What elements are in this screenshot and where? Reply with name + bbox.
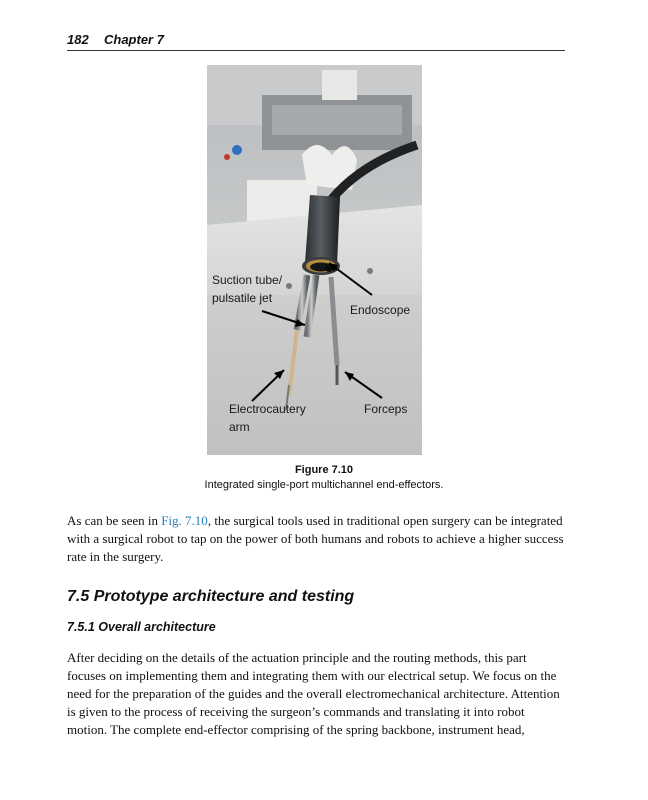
figure-caption-number: Figure 7.10 [294, 464, 354, 476]
paragraph-intro [67, 512, 565, 566]
para1-text-before: As can be seen in [67, 513, 162, 528]
running-head [67, 31, 565, 51]
chapter-label: Chapter 7 [104, 32, 164, 47]
end-effector-photo [207, 65, 422, 455]
label-forceps: Forceps [364, 402, 408, 416]
subsection-heading: 7.5.1 Overall architecture [67, 620, 216, 634]
page-number: 182 [67, 32, 89, 47]
figure-reference-link[interactable]: Fig. 7.10 [161, 513, 208, 528]
label-suction-line2: pulsatile jet [212, 291, 273, 305]
section-heading: 7.5 Prototype architecture and testing [67, 588, 355, 605]
paragraph-architecture: After deciding on the details of the actuation principle and the routing methods, this part focuses on implementing them and integrating them with our electrical setup. We focus on the need for the preparation of the guides and the overall electromechanical architecture. Attention is given to the process of receiving the surgeon’s commands and translating it into robot motion. The complete end-effector comprising of the spring backbone, instrument head, [67, 650, 560, 737]
para1-text-after: , the surgical tools used in traditional open surgery can be integrated with a surgical robot to tap on the power of both humans and robots to achieve a higher success rate in the surgery. [67, 513, 564, 564]
label-electrocautery-line2: arm [229, 420, 250, 434]
figure-photo [207, 65, 422, 455]
label-electrocautery-line1: Electrocautery [229, 402, 306, 416]
label-endoscope: Endoscope [350, 303, 411, 317]
label-suction-line1: Suction tube/ [212, 273, 283, 287]
figure-caption-text: Integrated single-port multichannel end-effectors. [204, 479, 444, 491]
